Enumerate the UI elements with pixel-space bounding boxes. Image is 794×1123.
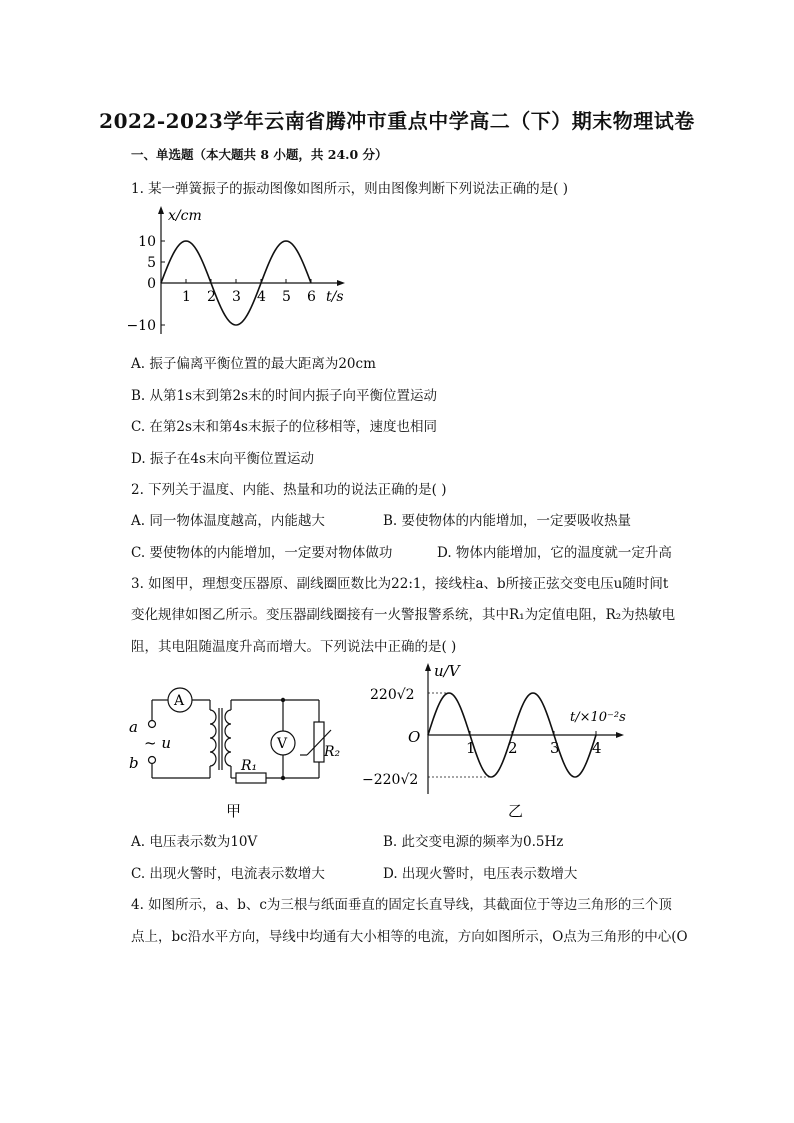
q1-option-d: D. 振子在4s末向平衡位置运动 [131, 451, 314, 467]
q3-xtick-label: 4 [592, 739, 602, 757]
voltmeter-label: V [277, 736, 288, 752]
q3-ylabel: u/V [434, 662, 460, 680]
q3-voltage-chart [330, 660, 630, 825]
ammeter-label: A [174, 693, 185, 709]
q1-option-b: B. 从第1s末到第2s末的时间内振子向平衡位置运动 [131, 388, 438, 404]
q1-xtick-label: 2 [207, 289, 216, 305]
q2-option-d: D. 物体内能增加，它的温度就一定升高 [437, 545, 672, 561]
section-heading: 一、单选题（本大题共 8 小题，共 24.0 分） [131, 147, 388, 162]
q3-stem-2: 变化规律如图乙所示。变压器副线圈接有一火警报警系统，其中R₁为定值电阻，R₂为热敏电 [131, 607, 676, 623]
q3-stem-3: 阻，其电阻随温度升高而增大。下列说法中正确的是( ) [131, 639, 457, 655]
q1-xtick-label: 1 [182, 289, 191, 305]
q1-xtick-label: 5 [282, 289, 291, 305]
q3-option-a: A. 电压表示数为10V [131, 834, 258, 850]
q1-ytick-label: 10 [138, 234, 156, 250]
chart-caption: 乙 [508, 802, 524, 820]
q4-stem-2: 点上，bc沿水平方向，导线中均通有大小相等的电流，方向如图所示，O点为三角形的中心(O [131, 929, 688, 945]
q3-option-c: C. 出现火警时，电流表示数增大 [131, 866, 325, 882]
q4-stem-1: 4. 如图所示，a、b、c为三根与纸面垂直的固定长直导线，其截面位于等边三角形的三个顶 [131, 897, 672, 913]
q1-x-arrow [337, 280, 345, 286]
page-title: 2022-2023学年云南省腾冲市重点中学高二（下）期末物理试卷 [99, 109, 695, 133]
q3-xtick-label: 1 [466, 739, 476, 757]
r1-label: R₁ [241, 758, 258, 774]
q1-ytick-label: 0 [147, 276, 156, 292]
q1-ytick-label: −10 [126, 318, 156, 334]
q2-option-a: A. 同一物体温度越高，内能越大 [131, 513, 325, 529]
circuit-caption: 甲 [226, 802, 242, 820]
terminal-a-label: a [129, 718, 138, 736]
terminal-b-label: b [129, 754, 139, 772]
q1-ylabel: x/cm [168, 208, 202, 224]
q3-ymax-label: 220√2 [370, 687, 415, 703]
q3-ymin-label: −220√2 [362, 772, 419, 788]
q3-xtick-label: 3 [550, 739, 560, 757]
q1-option-c: C. 在第2s末和第4s末振子的位移相等，速度也相同 [131, 419, 437, 435]
q3-circuit-diagram [124, 680, 339, 825]
q3-option-b: B. 此交变电源的频率为0.5Hz [383, 834, 564, 850]
q1-xtick-label: 4 [257, 289, 266, 305]
q3-xlabel: t/×10⁻²s [570, 710, 626, 725]
q1-oscillation-chart [126, 204, 350, 339]
q1-stem: 1. 某一弹簧振子的振动图像如图所示，则由图像判断下列说法正确的是( ) [131, 181, 568, 197]
q3-option-d: D. 出现火警时，电压表示数增大 [383, 866, 578, 882]
q3-origin-label: O [408, 728, 421, 746]
source-label: ~ u [144, 734, 171, 752]
q1-ytick-label: 5 [147, 255, 156, 271]
q3-y-arrow [425, 663, 431, 671]
q1-xlabel: t/s [326, 289, 344, 305]
q1-xtick-label: 6 [307, 289, 316, 305]
q2-stem: 2. 下列关于温度、内能、热量和功的说法正确的是( ) [131, 482, 447, 498]
q1-y-arrow [158, 206, 164, 214]
q3-x-arrow [616, 732, 624, 738]
q3-stem-1: 3. 如图甲，理想变压器原、副线圈匝数比为22:1，接线柱a、b所接正弦交变电压u随时间t [131, 576, 669, 592]
q2-option-c: C. 要使物体的内能增加，一定要对物体做功 [131, 545, 393, 561]
q1-option-a: A. 振子偏离平衡位置的最大距离为20cm [131, 356, 376, 372]
q3-xtick-label: 2 [508, 739, 518, 757]
r2-label: R₂ [324, 744, 341, 760]
q1-xtick-label: 3 [232, 289, 241, 305]
q2-option-b: B. 要使物体的内能增加，一定要吸收热量 [383, 513, 632, 529]
